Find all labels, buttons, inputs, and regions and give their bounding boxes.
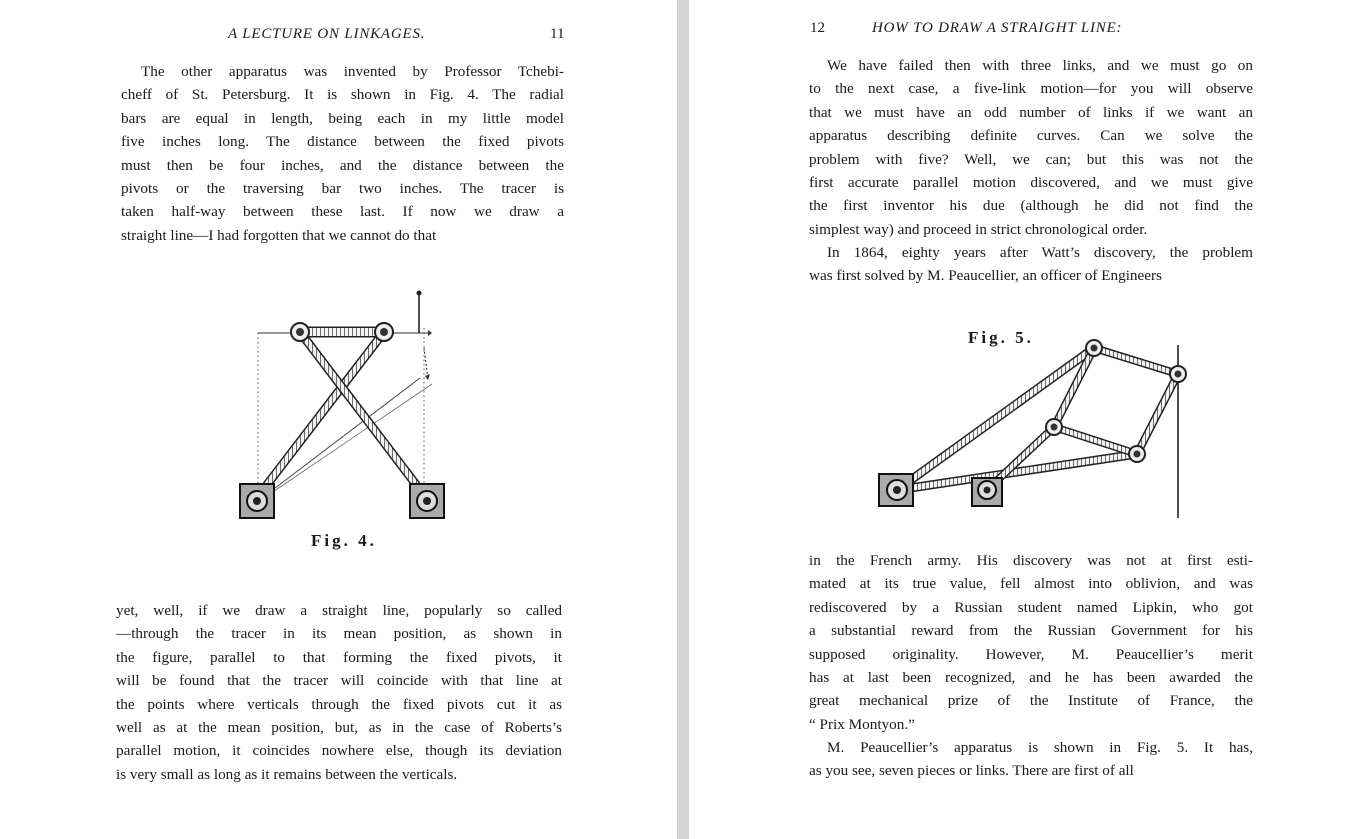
- text-line: in the French army. His discovery was not at first esti-: [809, 552, 1253, 569]
- text-line: mated at its true value, fell almost into oblivion, and was: [809, 575, 1253, 593]
- text-line: cheff of St. Petersburg. It is shown in Fig. 4. The radial: [121, 86, 564, 104]
- text-line: taken half-way between these last. If now we draw a: [121, 203, 564, 221]
- text-line: will be found that the tracer will coincide with that line at: [116, 672, 562, 690]
- text-line: the first inventor his due (although he did not find the: [809, 197, 1253, 215]
- text-line: We have failed then with three links, and we must go on: [827, 57, 1253, 74]
- text-line: a substantial reward from the Russian Government for his: [809, 622, 1253, 640]
- text-line: —through the tracer in its mean position, as shown in: [116, 625, 562, 643]
- text-line: simplest way) and proceed in strict chronological order.: [809, 220, 1148, 238]
- text-line: the points where verticals through the fixed pivots cut it as: [116, 695, 562, 713]
- fig5-caption: Fig. 5.: [968, 328, 1034, 347]
- text-line: must then be four inches, and the distance between the: [121, 156, 564, 174]
- text-line: has at last been recognized, and he has been awarded the: [809, 668, 1253, 686]
- right-paragraph-2: [809, 241, 1253, 288]
- right-paragraph-1: [809, 54, 1253, 241]
- text-line: first accurate parallel motion discovered, and we must give: [809, 173, 1253, 191]
- left-page-number: 11: [550, 26, 565, 42]
- fig4-tchebicheff-linkage: [232, 288, 462, 528]
- text-line: was first solved by M. Peaucellier, an officer of Engineers: [809, 267, 1162, 285]
- text-line: straight line—I had forgotten that we cannot do that: [121, 226, 437, 244]
- text-line: well as at the mean position, but, as in the case of Roberts’s: [116, 718, 562, 736]
- right-paragraph-3: [809, 549, 1253, 736]
- text-line: to the next case, a five-link motion—for you will observe: [809, 80, 1253, 98]
- fig5-peaucellier-linkage: [869, 330, 1199, 520]
- text-line: the figure, parallel to that forming the fixed pivots, it: [116, 648, 562, 666]
- right-paragraph-4: [809, 736, 1253, 783]
- text-line: apparatus describing definite curves. Can we solve the: [809, 127, 1253, 145]
- text-line: “ Prix Montyon.”: [809, 715, 915, 733]
- text-line: supposed originality. However, M. Peaucellier’s merit: [809, 645, 1253, 663]
- text-line: yet, well, if we draw a straight line, popularly so called: [116, 602, 562, 619]
- left-page: [0, 0, 677, 839]
- text-line: M. Peaucellier’s apparatus is shown in Fig. 5. It has,: [827, 739, 1253, 756]
- text-line: problem with five? Well, we can; but this was not the: [809, 150, 1253, 168]
- text-line: five inches long. The distance between the fixed pivots: [121, 133, 564, 151]
- text-line: bars are equal in length, being each in my little model: [121, 109, 564, 127]
- text-line: is very small as long as it remains between the verticals.: [116, 765, 458, 783]
- text-line: that we must have an odd number of links if we want an: [809, 103, 1253, 121]
- text-line: In 1864, eighty years after Watt’s discovery, the problem: [827, 244, 1253, 261]
- text-line: The other apparatus was invented by Professor Tchebi-: [141, 63, 564, 80]
- right-running-head: HOW TO DRAW A STRAIGHT LINE:: [872, 20, 1123, 36]
- text-line: as you see, seven pieces or links. There are first of all: [809, 762, 1134, 780]
- text-line: parallel motion, it coincides nowhere else, though its deviation: [116, 742, 562, 760]
- text-line: pivots or the traversing bar two inches. The tracer is: [121, 179, 564, 197]
- left-paragraph-2: [116, 599, 562, 786]
- right-page-number: 12: [810, 20, 825, 36]
- fig4-caption: Fig. 4.: [311, 531, 377, 550]
- left-running-head: A LECTURE ON LINKAGES.: [228, 26, 426, 42]
- page-gutter: [677, 0, 689, 839]
- right-page: [689, 0, 1370, 839]
- text-line: rediscovered by a Russian student named Lipkin, who got: [809, 598, 1253, 616]
- left-paragraph-1: [121, 60, 564, 247]
- text-line: great mechanical prize of the Institute of France, the: [809, 692, 1253, 710]
